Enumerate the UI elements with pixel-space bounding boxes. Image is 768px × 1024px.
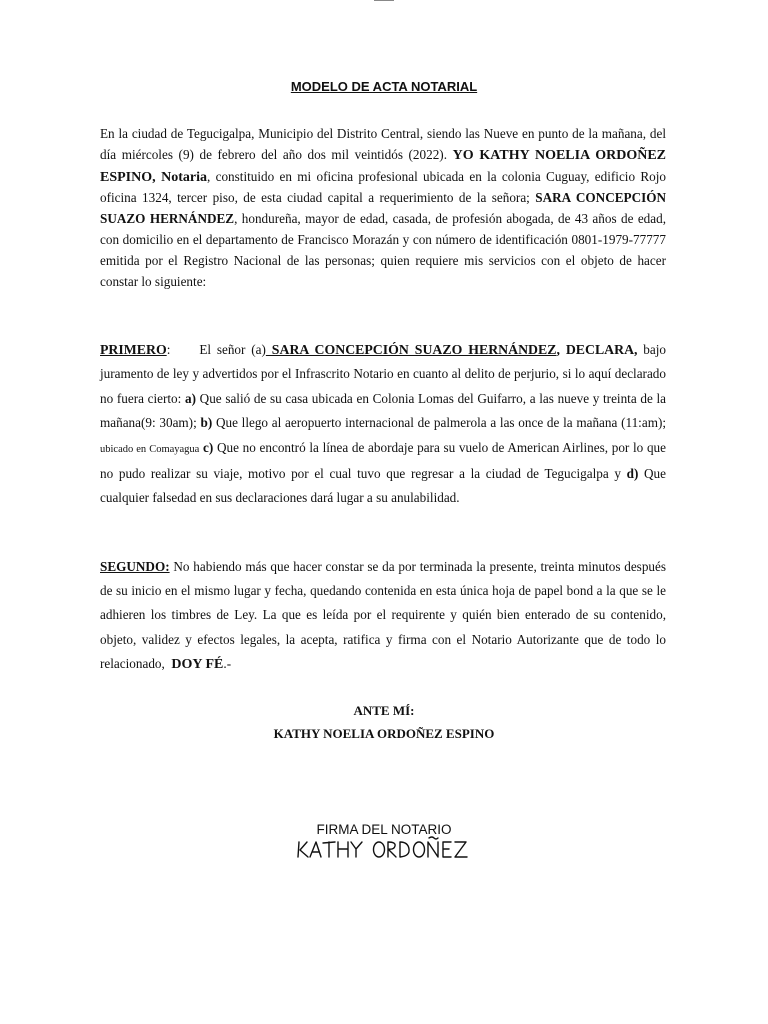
item-d-text: Que cualquier falsedad en sus declaraciones dará lugar a su anulabilidad. bbox=[100, 466, 666, 506]
doy-fe-suffix: .- bbox=[223, 655, 232, 671]
document-title: MODELO DE ACTA NOTARIAL bbox=[290, 79, 478, 94]
segundo-paragraph bbox=[100, 555, 666, 677]
intro-paragraph bbox=[100, 124, 666, 292]
declarant-name: SARA CONCEPCIÓN SUAZO HERNÁNDEZ bbox=[265, 342, 557, 357]
item-b-label: b) bbox=[200, 415, 213, 431]
item-c-text: Que no encontró la línea de abordaje para su vuelo de American Airlines, por lo que no pudo realizar su viaje, motivo por el cual tuvo que regresar a la ciudad de Tegucigalpa y bbox=[100, 439, 667, 482]
intro-text-1: En la ciudad de Tegucigalpa, Municipio del Distrito Central, siendo las Nueve en punto de la mañana, del día miércoles (9) de febrero del año dos mil veintidós (2022). bbox=[100, 126, 666, 162]
item-a-text: Que salió de su casa ubicada en Colonia Lomas del Guifarro, a las nueve y treinta de la mañana(9: 30am); bbox=[100, 390, 667, 431]
primero-text-1: El señor (a) bbox=[199, 342, 266, 357]
item-a-label: a) bbox=[185, 390, 196, 406]
item-b-location: ubicado en Comayagua bbox=[100, 443, 200, 455]
doy-fe: DOY FÉ bbox=[171, 656, 224, 672]
item-c-label: c) bbox=[203, 439, 214, 455]
segundo-label: SEGUNDO: bbox=[100, 559, 170, 574]
intro-text-2: , constituido en mi oficina profesional ubicada en la colonia Cuguay, edificio Rojo oficina 1324, tercer piso, de esta ciudad capital a requerimiento de la señora; bbox=[100, 168, 667, 206]
client-name: SARA CONCEPCIÓN SUAZO HERNÁNDEZ bbox=[100, 190, 667, 227]
notary-name: KATHY NOELIA ORDOÑEZ ESPINO bbox=[273, 726, 495, 741]
item-d-label: d) bbox=[626, 466, 639, 482]
primero-label: PRIMERO bbox=[100, 342, 167, 357]
notary-intro: YO KATHY NOELIA ORDOÑEZ ESPINO, Notaria bbox=[100, 147, 667, 185]
segundo-text: No habiendo más que hacer constar se da por terminada la presente, treinta minutos después de su inicio en el mismo lugar y fecha, quedando contenida en esta única hoja de papel bond a la que se le adhieren los timbres de Ley. La que es leída por el requirente y quién bien enterado de su contenido, objeto, validez y efectos legales, la acepta, ratifica y firma con el Notario Autorizante que de todo lo relacionado, bbox=[100, 559, 666, 671]
primero-text-2: bajo juramento de ley y advertidos por el Infrascrito Notario en cuanto al delito de perjurio, si lo aquí declarado no fuera cierto: bbox=[100, 342, 667, 406]
intro-text-3: , hondureña, mayor de edad, casada, de profesión abogada, de 43 años de edad, con domicilio en el departamento de Francisco Morazán y con número de identificación 0801-1979-77777 emitida por el Registro Nacional de las personas; quien requiere mis servicios con el objeto de hacer constar lo siguiente: bbox=[100, 211, 667, 289]
handwritten-signature bbox=[296, 834, 480, 864]
top-edge-mark bbox=[374, 0, 394, 1]
primero-colon: : bbox=[166, 342, 171, 357]
ante-mi-heading: ANTE MÍ: bbox=[353, 703, 415, 718]
item-b-text: Que llego al aeropuerto internacional de palmerola a las once de la mañana (11:am); bbox=[212, 415, 667, 431]
signature-label: FIRMA DEL NOTARIO bbox=[316, 822, 452, 837]
primero-paragraph bbox=[100, 338, 666, 511]
declara-word: , DECLARA, bbox=[556, 342, 638, 357]
